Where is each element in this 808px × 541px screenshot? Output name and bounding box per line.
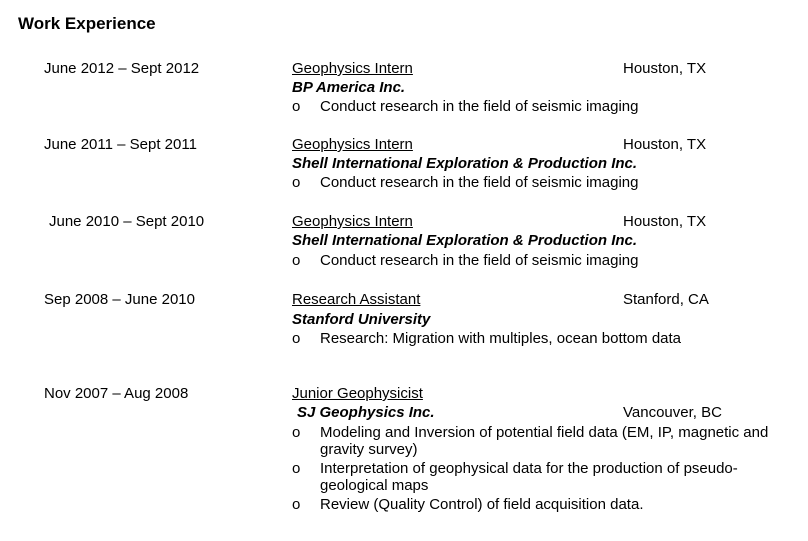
- bullet-icon: o: [292, 460, 301, 477]
- entry-company: Shell International Exploration & Production Inc.: [292, 232, 638, 249]
- bullet-icon: o: [292, 330, 301, 347]
- entry-bullet-text: geological maps: [320, 477, 429, 494]
- entry-bullet-text: Research: Migration with multiples, ocean bottom data: [320, 330, 682, 347]
- entry-title: Junior Geophysicist: [292, 385, 423, 402]
- entry-title: Geophysics Intern: [292, 136, 413, 153]
- entry-bullet-text: Review (Quality Control) of field acquisition data.: [320, 496, 644, 513]
- entry-location: Vancouver, BC: [623, 404, 722, 421]
- entry-company: Shell International Exploration & Production Inc.: [292, 155, 638, 172]
- entry-company: BP America Inc.: [292, 79, 406, 96]
- entry-dates: Sep 2008 – June 2010: [44, 291, 195, 308]
- entry-dates: June 2012 – Sept 2012: [44, 60, 200, 77]
- entry-location: Houston, TX: [623, 213, 707, 230]
- entry-dates: Nov 2007 – Aug 2008: [44, 385, 189, 402]
- bullet-icon: o: [292, 424, 301, 441]
- entry-bullet-text: Interpretation of geophysical data for the production of pseudo-: [320, 460, 738, 477]
- bullet-icon: o: [292, 174, 301, 191]
- entry-company: SJ Geophysics Inc.: [297, 404, 435, 421]
- entry-bullet-text: Modeling and Inversion of potential field data (EM, IP, magnetic and: [320, 424, 769, 441]
- entry-bullet-text: Conduct research in the field of seismic imaging: [320, 98, 639, 115]
- entry-bullet-text: gravity survey): [320, 441, 418, 458]
- entry-bullet-text: Conduct research in the field of seismic imaging: [320, 174, 639, 191]
- entry-company: Stanford University: [292, 311, 431, 328]
- bullet-icon: o: [292, 496, 301, 513]
- entry-title: Research Assistant: [292, 291, 421, 308]
- entry-dates: June 2011 – Sept 2011: [44, 136, 197, 153]
- entry-title: Geophysics Intern: [292, 213, 413, 230]
- bullet-icon: o: [292, 98, 301, 115]
- entry-title: Geophysics Intern: [292, 60, 413, 77]
- entry-bullet-text: Conduct research in the field of seismic imaging: [320, 252, 639, 269]
- entry-dates: June 2010 – Sept 2010: [49, 213, 205, 230]
- section-title: Work Experience: [18, 14, 156, 33]
- entry-location: Stanford, CA: [623, 291, 709, 308]
- entry-location: Houston, TX: [623, 60, 707, 77]
- entry-location: Houston, TX: [623, 136, 707, 153]
- bullet-icon: o: [292, 252, 301, 269]
